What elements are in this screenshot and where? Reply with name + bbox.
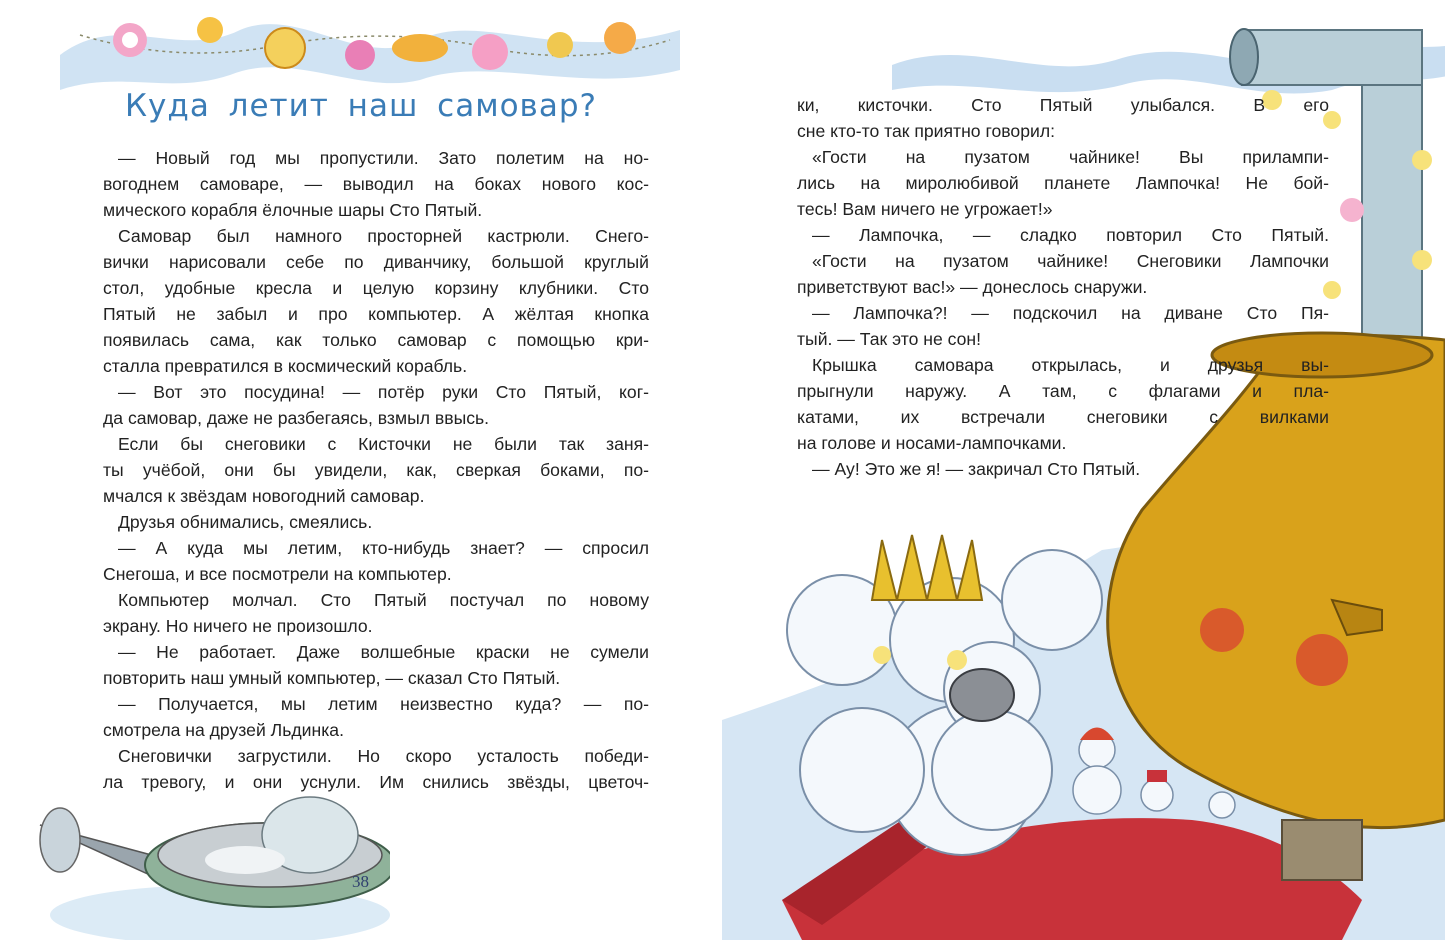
chapter-title: Куда летит наш самовар?	[125, 88, 597, 124]
right-text-line: прыгнули наружу. А там, с флагами и пла-	[797, 381, 1329, 401]
right-text-line: «Гости на пузатом чайнике! Снеговики Лампочки	[812, 251, 1329, 271]
right-text-line: тесь! Вам ничего не угрожает!»	[797, 199, 1053, 219]
left-text-line: смотрела на друзей Льдинка.	[103, 720, 344, 740]
left-text-line: — Получается, мы летим неизвестно куда? — по-	[118, 694, 649, 714]
left-text-line: Снеговички загрустили. Но скоро усталость победи-	[118, 746, 649, 766]
frying-pan-spaceship-illustration	[30, 765, 390, 940]
right-text-line: ки, кисточки. Сто Пятый улыбался. В его	[797, 95, 1329, 115]
left-text-line: — Новый год мы пропустили. Зато полетим на но-	[118, 148, 649, 168]
garland-illustration	[60, 0, 680, 95]
left-text-line: ты учёбой, они бы увидели, как, сверкая боками, по-	[103, 460, 649, 480]
left-text-line: Пятый не забыл и про компьютер. А жёлтая кнопка	[103, 304, 649, 324]
left-text-line: Друзья обнимались, смеялись.	[118, 512, 373, 532]
left-text-line: мчался к звёздам новогодний самовар.	[103, 486, 425, 506]
left-text-line: Если бы снеговики с Кисточки не были так заня-	[118, 434, 649, 454]
right-text-line: катами, их встречали снеговики с вилками	[797, 407, 1329, 427]
left-text-line: мического корабля ёлочные шары Сто Пятый.	[103, 200, 483, 220]
left-text-line: — Не работает. Даже волшебные краски не сумели	[118, 642, 649, 662]
left-text-line: повторить наш умный компьютер, — сказал Сто Пятый.	[103, 668, 561, 688]
page-number: 38	[352, 872, 369, 891]
left-text-line: — А куда мы летим, кто-нибудь знает? — спросил	[118, 538, 649, 558]
right-text-line: — Лампочка?! — подскочил на диване Сто Пя-	[812, 303, 1329, 323]
right-text-line: лись на миролюбивой планете Лампочка! Не бой-	[797, 173, 1329, 193]
right-text-line: приветствуют вас!» — донеслось снаружи.	[797, 277, 1148, 297]
right-page	[722, 0, 1445, 940]
left-text-line: — Вот это посудина! — потёр руки Сто Пятый, ког-	[118, 382, 649, 402]
right-text-line: — Ау! Это же я! — закричал Сто Пятый.	[812, 459, 1141, 479]
left-text-column	[103, 145, 649, 795]
left-text-line: стол, удобные кресла и целую корзину клубники. Сто	[103, 278, 649, 298]
left-text-line: Снегоша, и все посмотрели на компьютер.	[103, 564, 452, 584]
left-text-line: вогоднем самоваре, — выводил на боках нового кос-	[103, 174, 649, 194]
left-text-line: да самовар, даже не разбегаясь, взмыл ввысь.	[103, 408, 490, 428]
left-text-line: Самовар был намного просторней кастрюли. Снего-	[118, 226, 649, 246]
right-text-column	[797, 92, 1329, 482]
right-text-line: Крышка самовара открылась, и друзья вы-	[812, 355, 1329, 375]
left-page	[0, 0, 722, 940]
left-text-line: Компьютер молчал. Сто Пятый постучал по новому	[118, 590, 649, 610]
left-text-line: сталла превратился в космический корабль.	[103, 356, 468, 376]
left-text-line: вички нарисовали себе по диванчику, большой круглый	[103, 252, 649, 272]
right-text-line: — Лампочка, — сладко повторил Сто Пятый.	[812, 225, 1329, 245]
left-text-line: ла тревогу, и они уснули. Им снились звёзды, цветоч-	[103, 772, 649, 792]
right-text-line: сне кто-то так приятно говорил:	[797, 121, 1055, 141]
right-text-line: «Гости на пузатом чайнике! Вы прилампи-	[812, 147, 1329, 167]
left-text-line: экрану. Но ничего не произошло.	[103, 616, 373, 636]
right-text-line: тый. — Так это не сон!	[797, 329, 982, 349]
right-text-line: на голове и носами-лампочками.	[797, 433, 1067, 453]
left-text-line: появилась сама, как только самовар с помощью кри-	[103, 330, 649, 350]
